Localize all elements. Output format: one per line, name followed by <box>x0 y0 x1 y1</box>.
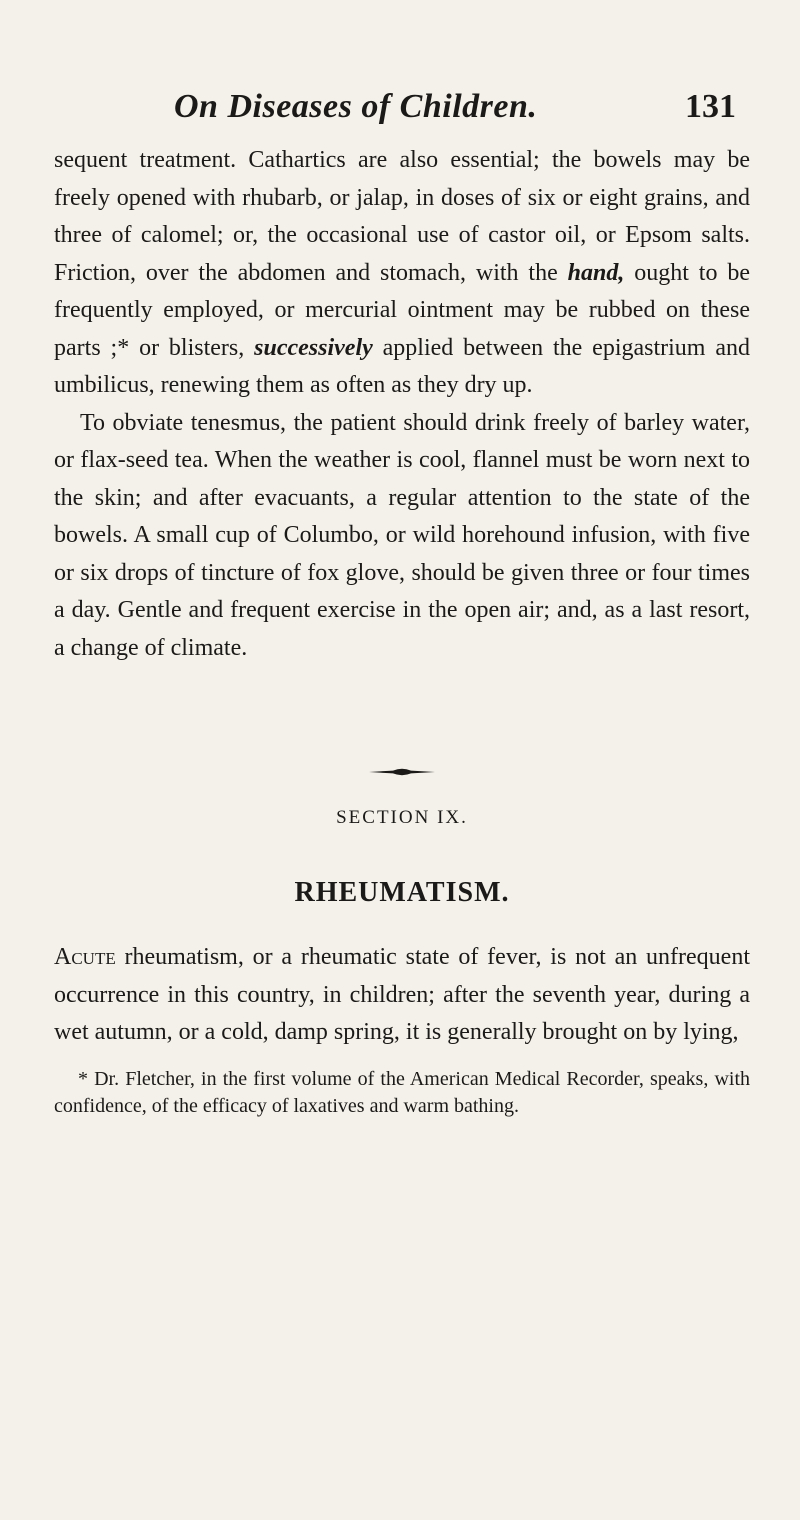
paragraph-text: applied between the epigastrium and umbilicus, renewing them as often as they dry up. <box>54 334 751 398</box>
ornament-rule-icon <box>369 767 435 777</box>
footnote-text: * Dr. Fletcher, in the first volume of the American Medical Recorder, speaks, with confidence, of the efficacy of laxatives and warm bathing. <box>54 1067 750 1117</box>
paragraph-text: ought to be frequently employed, or mercurial ointment may be rubbed on these parts ;* or blisters, <box>54 259 750 361</box>
emphasis-hand: hand, <box>567 259 625 286</box>
paragraph-text: sequent treatment. Cathartics are also essential; the bowels may be freely opened with rhubarb, or jalap, in doses of six or eight grains, and three of calomel; or, the occasional use of castor oil, or Epsom salts. Friction, over the abdomen and stomach, with the <box>54 147 750 286</box>
lead-word: Acute <box>54 944 116 970</box>
page-number: 131 <box>685 88 736 125</box>
paragraph-treatment <box>54 142 750 405</box>
running-title: On Diseases of Children. <box>174 88 538 125</box>
section-ornament <box>54 767 750 777</box>
section-title: RHEUMATISM. <box>294 877 510 908</box>
section-label: SECTION IX. <box>336 807 468 828</box>
running-head <box>54 88 750 132</box>
section-body <box>54 939 750 1052</box>
paragraph-tenesmus: To obviate tenesmus, the patient should drink freely of barley water, or flax-seed tea. When the weather is cool, flannel must be worn next to the skin; and after evacuants, a regular attention to the state of the bowels. A small cup of Columbo, or wild horehound infusion, with five or six drops of tincture of fox glove, should be given three or four times a day. Gentle and frequent exercise in the open air; and, as a last resort, a change of climate. <box>54 409 750 661</box>
footnote <box>54 1066 750 1120</box>
paragraph-rheumatism <box>54 939 750 1052</box>
paragraph-text: rheumatism, or a rheumatic state of fever, is not an unfrequent occurrence in this country, in children; after the seventh year, during a wet autumn, or a cold, damp spring, it is generally brought on by lying, <box>54 944 750 1045</box>
body-text <box>54 142 750 667</box>
emphasis-successively: successively <box>254 334 373 361</box>
